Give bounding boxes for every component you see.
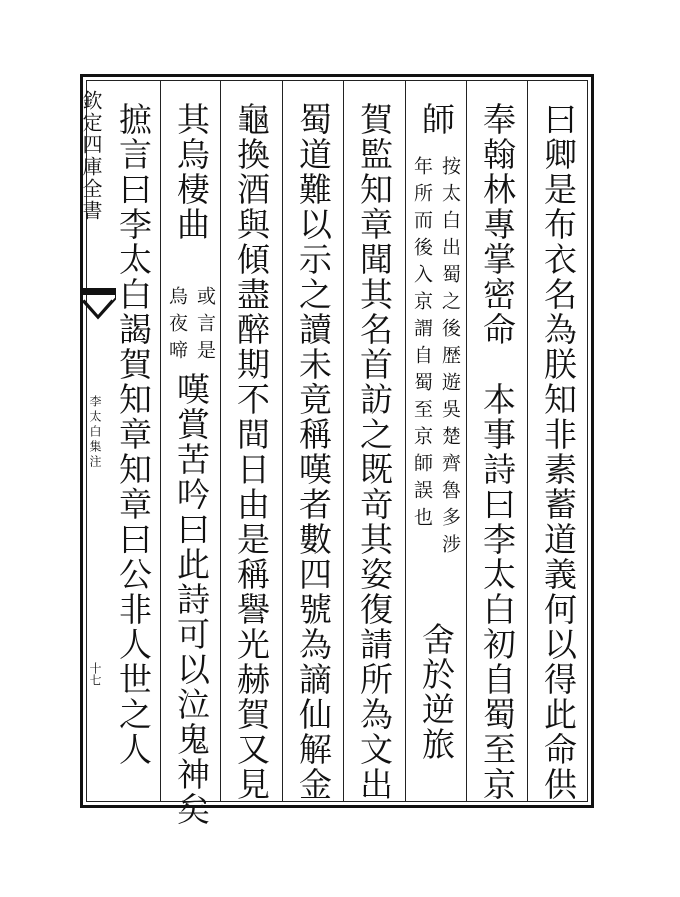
text-column-3 <box>407 82 465 802</box>
text-column-8 <box>104 82 162 802</box>
column-text: 奉翰林專掌密命 本事詩曰李太白初自蜀至京 <box>478 102 517 802</box>
annotation-left: 烏夜啼 <box>166 286 188 367</box>
annotation-note <box>409 156 463 561</box>
column-text-top: 其烏棲曲 <box>172 102 211 242</box>
annotation-right: 或言是 <box>194 286 216 367</box>
column-rule <box>220 80 221 802</box>
text-column-7 <box>162 82 220 827</box>
column-rule <box>343 80 344 802</box>
column-text: 曰卿是布衣名為朕知非素蓄道義何以得此命供 <box>539 102 578 802</box>
column-text: 賀監知章聞其名首訪之既竒其姿復請所為文出 <box>355 102 394 802</box>
column-text: 龜換酒與傾盡醉期不間日由是稱譽光赫賀又見 <box>232 102 271 802</box>
annotation-left: 年所而後入京謂自蜀至京師誤也 <box>411 156 433 534</box>
edge-book-title: 李太白集注 <box>88 395 102 470</box>
column-rule <box>405 80 406 802</box>
column-text-bottom: 嘆賞苦吟曰此詩可以泣鬼神矣 <box>172 372 211 827</box>
column-text: 蜀道難以示之讀未竟稱嘆者數四號為謫仙解金 <box>294 102 333 802</box>
column-rule <box>466 80 467 802</box>
column-rule <box>282 80 283 802</box>
edge-title: 欽定四庫全書 <box>79 90 103 222</box>
text-column-1 <box>529 82 587 802</box>
column-text: 摭言曰李太白謁賀知章知章曰公非人世之人 <box>114 102 153 767</box>
column-text-bottom: 舍於逆旅 <box>417 622 456 762</box>
text-column-2 <box>468 82 526 802</box>
column-text-top: 師 <box>417 102 456 137</box>
edge-page-number: 十七 <box>88 662 102 686</box>
text-column-5 <box>284 82 342 802</box>
annotation-note <box>164 286 218 367</box>
column-rule <box>527 80 528 802</box>
text-column-6 <box>222 82 280 802</box>
annotation-right: 按太白出蜀之後歴遊吳楚齊魯多涉 <box>439 156 461 561</box>
text-column-4 <box>345 82 403 802</box>
